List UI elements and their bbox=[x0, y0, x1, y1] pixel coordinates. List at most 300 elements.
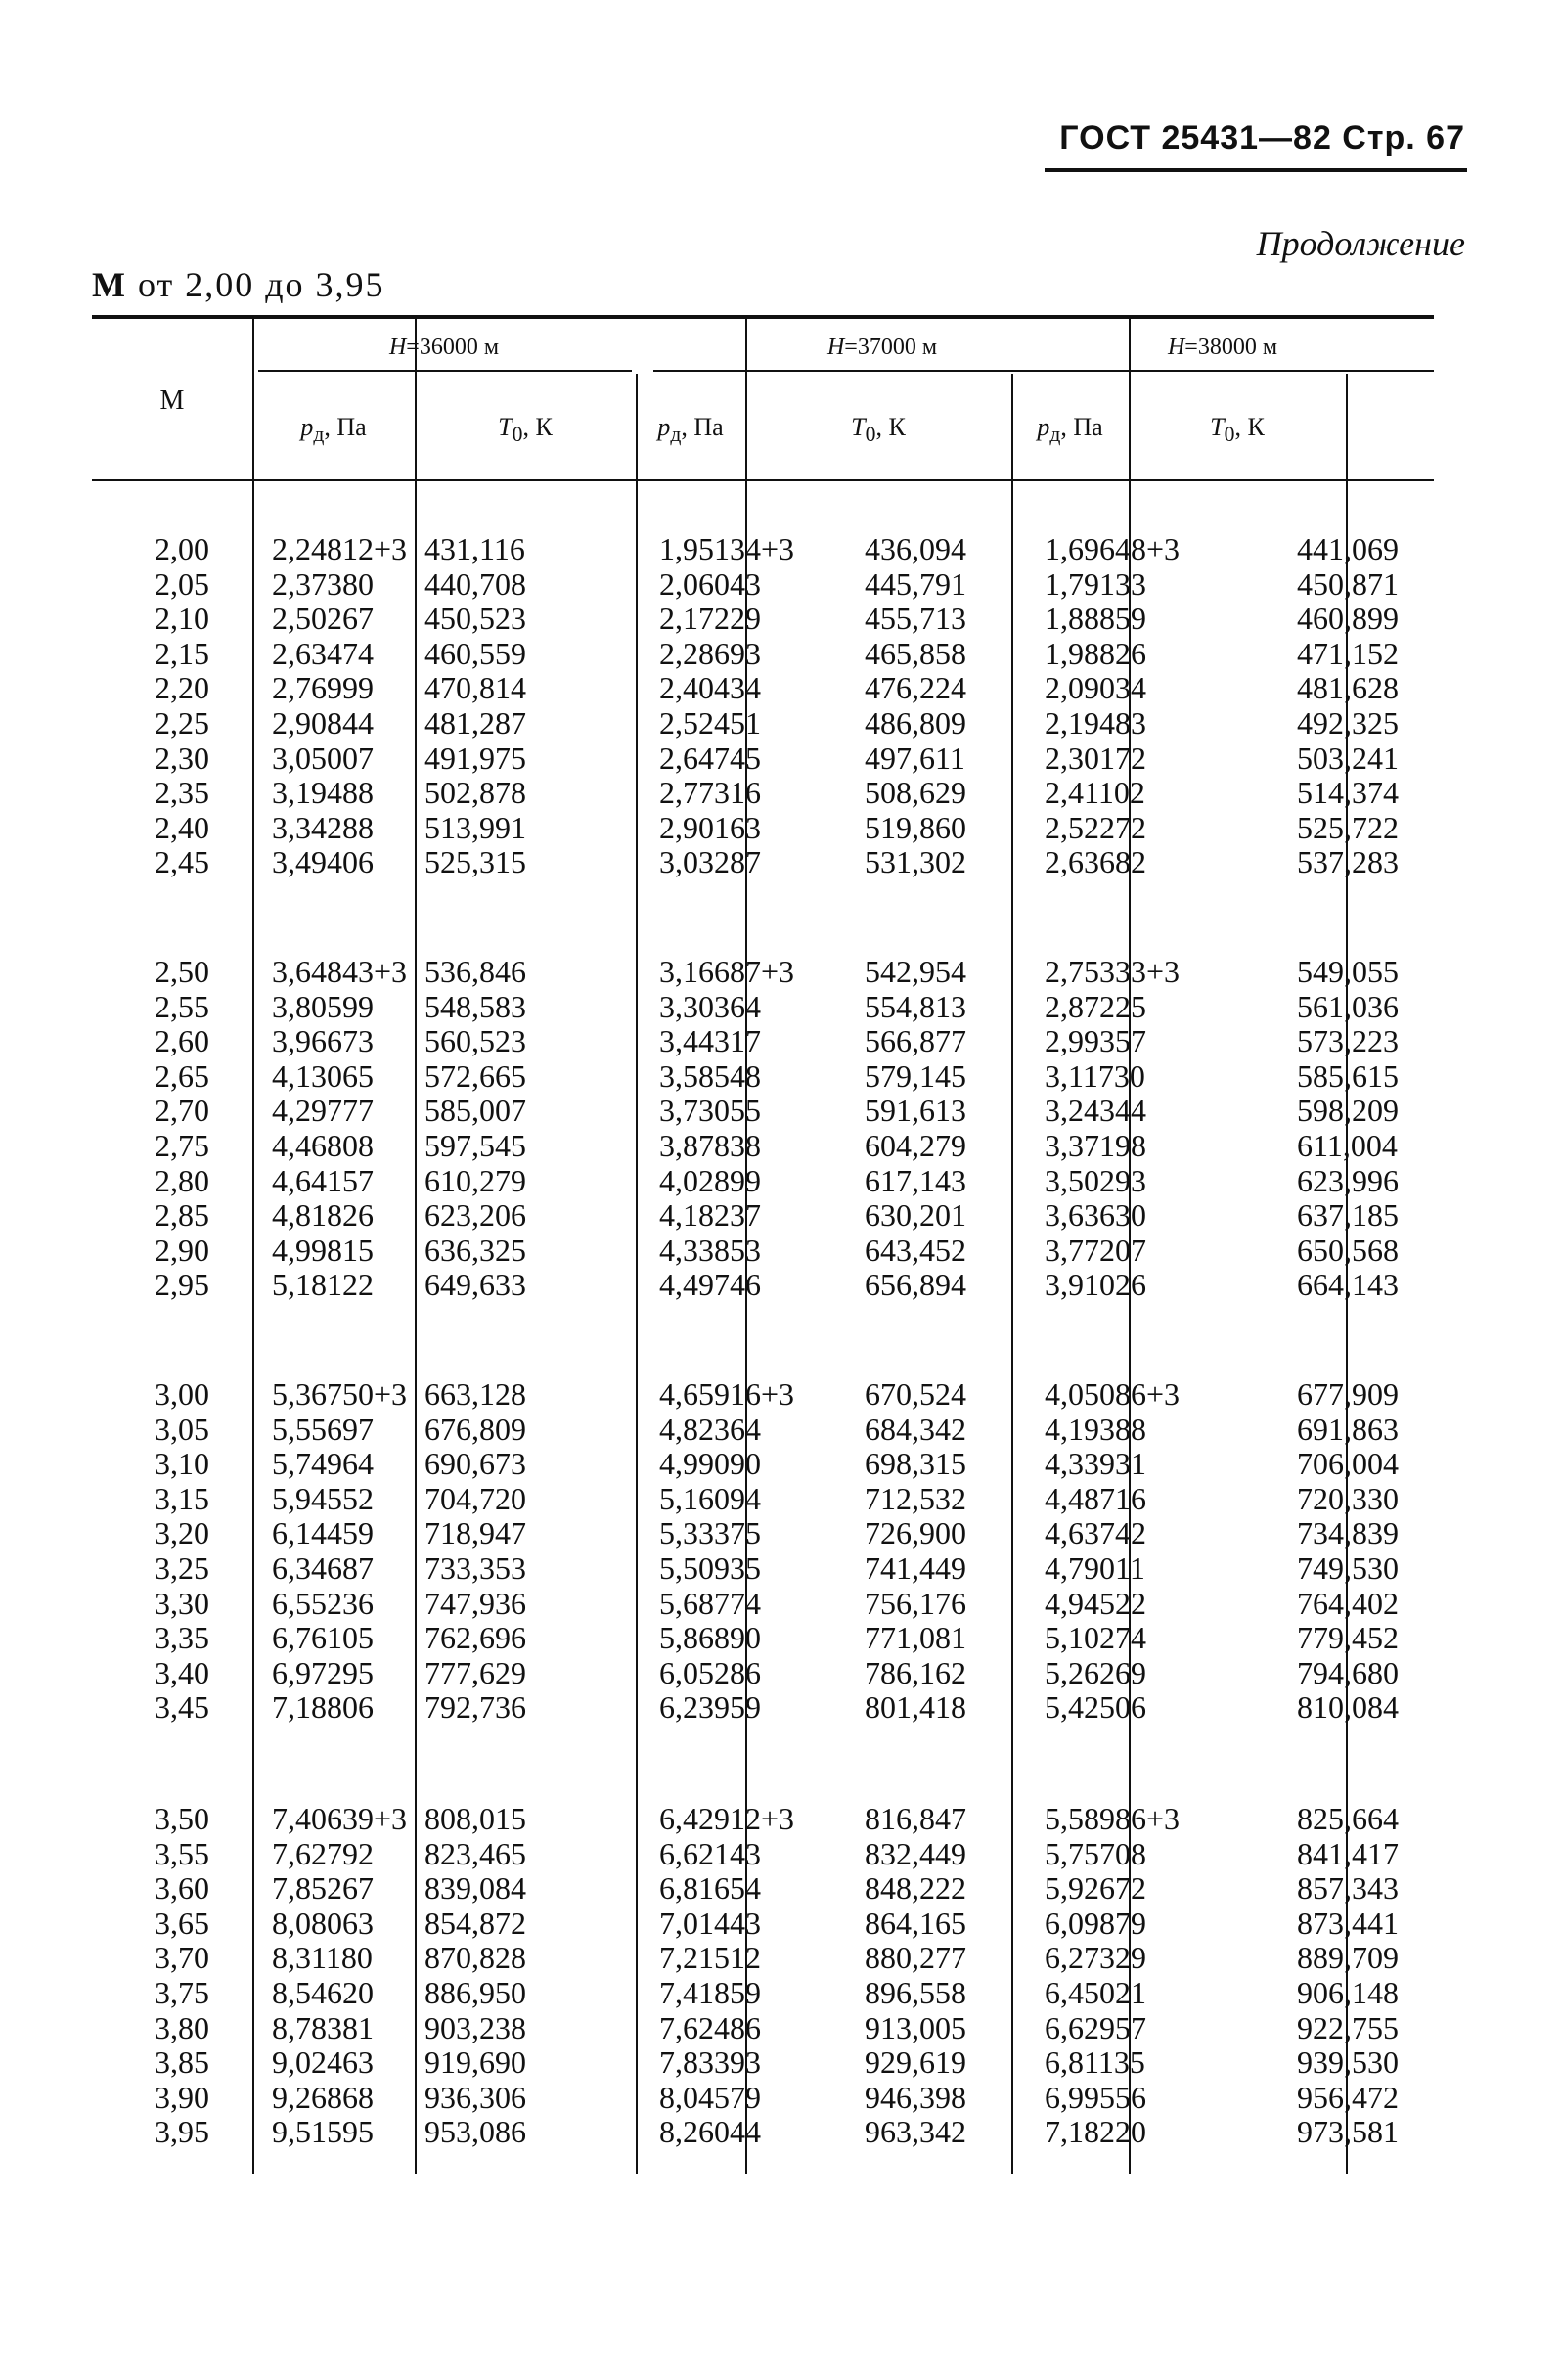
cell-pressure-36000: 5,55697 bbox=[272, 1411, 374, 1447]
t-subscript: 0 bbox=[1224, 423, 1235, 447]
cell-mach: 3,50 bbox=[155, 1801, 209, 1836]
p-unit: , Па bbox=[681, 413, 724, 441]
t-unit: , К bbox=[875, 413, 906, 441]
cell-pressure-38000: 3,77207 bbox=[1045, 1232, 1146, 1268]
cell-temperature-38000: 873,441 bbox=[1297, 1905, 1399, 1941]
table-column bbox=[272, 1377, 415, 1726]
table-column bbox=[1045, 1802, 1211, 2150]
cell-mach: 3,95 bbox=[155, 2114, 209, 2150]
cell-temperature-38000: 650,568 bbox=[1297, 1232, 1399, 1268]
table-column bbox=[865, 955, 1002, 1303]
cell-temperature-37000: 445,791 bbox=[865, 565, 966, 602]
column-header-t2 bbox=[745, 413, 1011, 447]
cell-pressure-38000: 2,87225 bbox=[1045, 988, 1146, 1024]
cell-temperature-37000: 726,900 bbox=[865, 1515, 966, 1551]
cell-pressure-36000: 3,80599 bbox=[272, 988, 374, 1024]
cell-pressure-37000: 1,95134+3 bbox=[659, 531, 795, 566]
cell-pressure-38000: 6,81135 bbox=[1045, 2044, 1145, 2081]
cell-temperature-36000: 676,809 bbox=[424, 1411, 526, 1447]
cell-mach: 2,75 bbox=[155, 1127, 209, 1163]
continuation-label: Продолжение bbox=[1256, 224, 1465, 263]
cell-pressure-37000: 3,03287 bbox=[659, 844, 761, 880]
p-unit: , Па bbox=[324, 413, 367, 441]
cell-temperature-37000: 756,176 bbox=[865, 1585, 966, 1621]
cell-temperature-38000: 611,004 bbox=[1297, 1127, 1398, 1163]
cell-temperature-36000: 919,690 bbox=[424, 2044, 526, 2081]
cell-pressure-36000: 3,96673 bbox=[272, 1023, 374, 1059]
table-column bbox=[865, 1377, 1002, 1726]
table-column bbox=[659, 1377, 806, 1726]
cell-temperature-38000: 691,863 bbox=[1297, 1411, 1399, 1447]
cell-temperature-38000: 537,283 bbox=[1297, 844, 1399, 880]
cell-mach: 2,65 bbox=[155, 1057, 209, 1094]
cell-temperature-37000: 771,081 bbox=[865, 1620, 966, 1656]
cell-temperature-38000: 637,185 bbox=[1297, 1197, 1399, 1234]
cell-mach: 2,80 bbox=[155, 1162, 209, 1198]
cell-temperature-36000: 747,936 bbox=[424, 1585, 526, 1621]
cell-pressure-36000: 6,55236 bbox=[272, 1585, 374, 1621]
table-block bbox=[92, 1802, 1434, 2150]
cell-pressure-36000: 4,99815 bbox=[272, 1232, 374, 1268]
cell-pressure-38000: 5,58986+3 bbox=[1045, 1801, 1181, 1836]
cell-mach: 2,05 bbox=[155, 565, 209, 602]
p-unit: , Па bbox=[1060, 413, 1103, 441]
cell-pressure-38000: 4,79011 bbox=[1045, 1549, 1145, 1586]
cell-pressure-38000: 3,11730 bbox=[1045, 1057, 1145, 1094]
cell-temperature-36000: 733,353 bbox=[424, 1549, 526, 1586]
h-symbol: H bbox=[1167, 335, 1185, 360]
cell-pressure-37000: 3,58548 bbox=[659, 1057, 761, 1094]
cell-pressure-37000: 2,28693 bbox=[659, 635, 761, 671]
cell-pressure-38000: 1,88859 bbox=[1045, 601, 1146, 637]
cell-mach: 3,65 bbox=[155, 1905, 209, 1941]
cell-mach: 2,25 bbox=[155, 704, 209, 741]
cell-pressure-36000: 8,78381 bbox=[272, 2009, 374, 2045]
cell-pressure-36000: 4,29777 bbox=[272, 1093, 374, 1129]
column-header-t1 bbox=[415, 413, 636, 447]
group-underline bbox=[1039, 370, 1434, 372]
cell-pressure-38000: 4,05086+3 bbox=[1045, 1376, 1181, 1412]
cell-pressure-36000: 6,97295 bbox=[272, 1654, 374, 1690]
cell-temperature-38000: 973,581 bbox=[1297, 2114, 1399, 2150]
cell-pressure-38000: 2,75333+3 bbox=[1045, 954, 1181, 989]
cell-pressure-36000: 5,94552 bbox=[272, 1480, 374, 1516]
cell-pressure-38000: 5,26269 bbox=[1045, 1654, 1146, 1690]
cell-pressure-36000: 2,50267 bbox=[272, 601, 374, 637]
cell-mach: 2,15 bbox=[155, 635, 209, 671]
cell-temperature-36000: 513,991 bbox=[424, 809, 526, 845]
column-header-p2 bbox=[636, 413, 745, 447]
cell-temperature-38000: 450,871 bbox=[1297, 565, 1399, 602]
cell-temperature-36000: 536,846 bbox=[424, 954, 526, 989]
cell-temperature-36000: 870,828 bbox=[424, 1940, 526, 1976]
cell-mach: 3,40 bbox=[155, 1654, 209, 1690]
column-group-h3 bbox=[1011, 335, 1434, 361]
cell-pressure-37000: 4,18237 bbox=[659, 1197, 761, 1234]
cell-mach: 3,30 bbox=[155, 1585, 209, 1621]
table-column bbox=[659, 1802, 806, 2150]
group-underline bbox=[258, 370, 632, 372]
t-symbol: T bbox=[498, 413, 513, 441]
cell-mach: 3,85 bbox=[155, 2044, 209, 2081]
cell-temperature-36000: 525,315 bbox=[424, 844, 526, 880]
range-caption bbox=[92, 264, 385, 305]
cell-mach: 2,00 bbox=[155, 531, 209, 566]
cell-pressure-37000: 3,16687+3 bbox=[659, 954, 795, 989]
t-symbol: T bbox=[1210, 413, 1225, 441]
table-block bbox=[92, 955, 1434, 1303]
cell-temperature-38000: 939,530 bbox=[1297, 2044, 1399, 2081]
cell-temperature-38000: 889,709 bbox=[1297, 1940, 1399, 1976]
cell-pressure-37000: 5,50935 bbox=[659, 1549, 761, 1586]
cell-pressure-38000: 2,41102 bbox=[1045, 775, 1145, 811]
page-header: ГОСТ 25431—82 Стр. 67 bbox=[1059, 119, 1465, 157]
cell-pressure-38000: 6,09879 bbox=[1045, 1905, 1146, 1941]
cell-pressure-37000: 7,01443 bbox=[659, 1905, 761, 1941]
cell-temperature-36000: 572,665 bbox=[424, 1057, 526, 1094]
cell-pressure-37000: 6,62143 bbox=[659, 1835, 761, 1871]
cell-temperature-37000: 486,809 bbox=[865, 704, 966, 741]
cell-temperature-36000: 839,084 bbox=[424, 1870, 526, 1907]
cell-pressure-37000: 4,02899 bbox=[659, 1162, 761, 1198]
table-column bbox=[1045, 1377, 1211, 1726]
cell-pressure-36000: 3,64843+3 bbox=[272, 954, 408, 989]
cell-pressure-38000: 5,10274 bbox=[1045, 1620, 1146, 1656]
cell-pressure-36000: 7,40639+3 bbox=[272, 1801, 408, 1836]
cell-pressure-37000: 3,44317 bbox=[659, 1023, 761, 1059]
cell-temperature-37000: 698,315 bbox=[865, 1446, 966, 1482]
cell-temperature-38000: 664,143 bbox=[1297, 1267, 1399, 1303]
cell-pressure-38000: 2,19483 bbox=[1045, 704, 1146, 741]
cell-pressure-37000: 2,77316 bbox=[659, 775, 761, 811]
table-column bbox=[659, 955, 806, 1303]
cell-mach: 3,15 bbox=[155, 1480, 209, 1516]
cell-pressure-36000: 4,81826 bbox=[272, 1197, 374, 1234]
cell-pressure-36000: 7,85267 bbox=[272, 1870, 374, 1907]
cell-pressure-37000: 3,73055 bbox=[659, 1093, 761, 1129]
t-subscript: 0 bbox=[865, 423, 876, 447]
cell-pressure-36000: 2,90844 bbox=[272, 704, 374, 741]
cell-temperature-38000: 810,084 bbox=[1297, 1689, 1399, 1726]
cell-pressure-38000: 4,63742 bbox=[1045, 1515, 1146, 1551]
table-column bbox=[92, 1802, 209, 2150]
cell-pressure-38000: 1,98826 bbox=[1045, 635, 1146, 671]
cell-temperature-36000: 704,720 bbox=[424, 1480, 526, 1516]
cell-temperature-37000: 880,277 bbox=[865, 1940, 966, 1976]
cell-pressure-36000: 2,63474 bbox=[272, 635, 374, 671]
cell-mach: 3,70 bbox=[155, 1940, 209, 1976]
cell-mach: 3,80 bbox=[155, 2009, 209, 2045]
cell-temperature-36000: 470,814 bbox=[424, 670, 526, 706]
table-column bbox=[1045, 532, 1211, 880]
cell-pressure-38000: 3,37198 bbox=[1045, 1127, 1146, 1163]
cell-pressure-36000: 2,24812+3 bbox=[272, 531, 408, 566]
cell-temperature-38000: 441,069 bbox=[1297, 531, 1399, 566]
cell-pressure-36000: 8,54620 bbox=[272, 1974, 374, 2010]
table-column bbox=[272, 955, 415, 1303]
cell-pressure-38000: 2,30172 bbox=[1045, 740, 1146, 776]
cell-temperature-37000: 946,398 bbox=[865, 2079, 966, 2115]
cell-mach: 3,05 bbox=[155, 1411, 209, 1447]
cell-pressure-37000: 4,99090 bbox=[659, 1446, 761, 1482]
cell-temperature-38000: 598,209 bbox=[1297, 1093, 1399, 1129]
t-symbol: T bbox=[851, 413, 866, 441]
table-column bbox=[92, 532, 209, 880]
cell-mach: 2,70 bbox=[155, 1093, 209, 1129]
cell-temperature-38000: 841,417 bbox=[1297, 1835, 1399, 1871]
cell-pressure-38000: 2,63682 bbox=[1045, 844, 1146, 880]
cell-temperature-36000: 585,007 bbox=[424, 1093, 526, 1129]
cell-pressure-37000: 5,68774 bbox=[659, 1585, 761, 1621]
cell-temperature-37000: 741,449 bbox=[865, 1549, 966, 1586]
cell-temperature-36000: 636,325 bbox=[424, 1232, 526, 1268]
cell-temperature-37000: 832,449 bbox=[865, 1835, 966, 1871]
cell-temperature-36000: 548,583 bbox=[424, 988, 526, 1024]
cell-temperature-37000: 864,165 bbox=[865, 1905, 966, 1941]
cell-temperature-36000: 440,708 bbox=[424, 565, 526, 602]
cell-pressure-37000: 2,17229 bbox=[659, 601, 761, 637]
cell-temperature-36000: 491,975 bbox=[424, 740, 526, 776]
cell-temperature-37000: 591,613 bbox=[865, 1093, 966, 1129]
cell-pressure-38000: 6,99556 bbox=[1045, 2079, 1146, 2115]
cell-temperature-36000: 663,128 bbox=[424, 1376, 526, 1412]
cell-mach: 3,00 bbox=[155, 1376, 209, 1412]
cell-pressure-36000: 3,34288 bbox=[272, 809, 374, 845]
cell-temperature-36000: 560,523 bbox=[424, 1023, 526, 1059]
cell-pressure-36000: 9,02463 bbox=[272, 2044, 374, 2081]
cell-pressure-36000: 8,08063 bbox=[272, 1905, 374, 1941]
cell-temperature-37000: 476,224 bbox=[865, 670, 966, 706]
cell-mach: 3,90 bbox=[155, 2079, 209, 2115]
cell-pressure-36000: 4,13065 bbox=[272, 1057, 374, 1094]
cell-temperature-37000: 630,201 bbox=[865, 1197, 966, 1234]
cell-pressure-38000: 6,62957 bbox=[1045, 2009, 1146, 2045]
h-symbol: H bbox=[388, 335, 407, 360]
range-text: от 2,00 до 3,95 bbox=[126, 265, 385, 304]
cell-temperature-36000: 792,736 bbox=[424, 1689, 526, 1726]
cell-temperature-36000: 886,950 bbox=[424, 1974, 526, 2010]
cell-pressure-38000: 5,75708 bbox=[1045, 1835, 1146, 1871]
cell-temperature-38000: 749,530 bbox=[1297, 1549, 1399, 1586]
cell-temperature-37000: 963,342 bbox=[865, 2114, 966, 2150]
table-column bbox=[1045, 955, 1211, 1303]
cell-temperature-38000: 825,664 bbox=[1297, 1801, 1399, 1836]
cell-pressure-36000: 2,37380 bbox=[272, 565, 374, 602]
cell-pressure-37000: 7,83393 bbox=[659, 2044, 761, 2081]
cell-temperature-38000: 549,055 bbox=[1297, 954, 1399, 989]
range-m-symbol: М bbox=[92, 265, 127, 304]
cell-temperature-37000: 554,813 bbox=[865, 988, 966, 1024]
cell-pressure-37000: 6,05286 bbox=[659, 1654, 761, 1690]
cell-pressure-38000: 2,52272 bbox=[1045, 809, 1146, 845]
cell-temperature-36000: 718,947 bbox=[424, 1515, 526, 1551]
cell-temperature-37000: 579,145 bbox=[865, 1057, 966, 1094]
cell-temperature-37000: 913,005 bbox=[865, 2009, 966, 2045]
p-symbol: p bbox=[1037, 413, 1050, 441]
t-subscript: 0 bbox=[512, 423, 523, 447]
atmosphere-table bbox=[92, 315, 1434, 2174]
cell-temperature-37000: 684,342 bbox=[865, 1411, 966, 1447]
cell-temperature-38000: 764,402 bbox=[1297, 1585, 1399, 1621]
cell-temperature-36000: 762,696 bbox=[424, 1620, 526, 1656]
header-rule bbox=[1045, 168, 1467, 172]
cell-temperature-36000: 808,015 bbox=[424, 1801, 526, 1836]
cell-temperature-38000: 492,325 bbox=[1297, 704, 1399, 741]
cell-temperature-36000: 777,629 bbox=[424, 1654, 526, 1690]
cell-temperature-37000: 712,532 bbox=[865, 1480, 966, 1516]
cell-temperature-37000: 508,629 bbox=[865, 775, 966, 811]
cell-pressure-37000: 6,42912+3 bbox=[659, 1801, 795, 1836]
cell-pressure-36000: 3,49406 bbox=[272, 844, 374, 880]
p-subscript: д bbox=[313, 423, 325, 447]
cell-pressure-37000: 2,52451 bbox=[659, 704, 761, 741]
table-column bbox=[1297, 1377, 1434, 1726]
cell-mach: 2,10 bbox=[155, 601, 209, 637]
cell-pressure-36000: 6,34687 bbox=[272, 1549, 374, 1586]
cell-pressure-37000: 6,81654 bbox=[659, 1870, 761, 1907]
table-column bbox=[424, 1377, 616, 1726]
cell-temperature-36000: 936,306 bbox=[424, 2079, 526, 2115]
t-unit: , К bbox=[1234, 413, 1265, 441]
cell-mach: 3,25 bbox=[155, 1549, 209, 1586]
cell-temperature-37000: 643,452 bbox=[865, 1232, 966, 1268]
cell-pressure-36000: 4,46808 bbox=[272, 1127, 374, 1163]
cell-temperature-37000: 542,954 bbox=[865, 954, 966, 989]
cell-temperature-36000: 953,086 bbox=[424, 2114, 526, 2150]
table-column bbox=[865, 532, 1002, 880]
cell-mach: 3,10 bbox=[155, 1446, 209, 1482]
cell-temperature-37000: 465,858 bbox=[865, 635, 966, 671]
cell-temperature-38000: 956,472 bbox=[1297, 2079, 1399, 2115]
cell-pressure-37000: 8,04579 bbox=[659, 2079, 761, 2115]
cell-pressure-37000: 4,65916+3 bbox=[659, 1376, 795, 1412]
cell-pressure-38000: 5,42506 bbox=[1045, 1689, 1146, 1726]
cell-pressure-36000: 8,31180 bbox=[272, 1940, 373, 1976]
cell-temperature-38000: 677,909 bbox=[1297, 1376, 1399, 1412]
cell-pressure-37000: 4,82364 bbox=[659, 1411, 761, 1447]
cell-temperature-38000: 503,241 bbox=[1297, 740, 1399, 776]
cell-mach: 2,85 bbox=[155, 1197, 209, 1234]
table-block bbox=[92, 1377, 1434, 1726]
cell-pressure-36000: 3,19488 bbox=[272, 775, 374, 811]
cell-temperature-37000: 801,418 bbox=[865, 1689, 966, 1726]
cell-pressure-38000: 5,92672 bbox=[1045, 1870, 1146, 1907]
cell-temperature-37000: 519,860 bbox=[865, 809, 966, 845]
cell-mach: 2,55 bbox=[155, 988, 209, 1024]
cell-pressure-38000: 4,48716 bbox=[1045, 1480, 1146, 1516]
h-value: =37000 м bbox=[844, 335, 938, 360]
cell-temperature-36000: 481,287 bbox=[424, 704, 526, 741]
cell-mach: 3,55 bbox=[155, 1835, 209, 1871]
cell-mach: 2,35 bbox=[155, 775, 209, 811]
cell-pressure-36000: 5,36750+3 bbox=[272, 1376, 408, 1412]
cell-temperature-37000: 656,894 bbox=[865, 1267, 966, 1303]
cell-pressure-36000: 4,64157 bbox=[272, 1162, 374, 1198]
cell-temperature-37000: 670,524 bbox=[865, 1376, 966, 1412]
cell-pressure-38000: 3,24344 bbox=[1045, 1093, 1146, 1129]
cell-pressure-37000: 8,26044 bbox=[659, 2114, 761, 2150]
cell-pressure-37000: 5,16094 bbox=[659, 1480, 761, 1516]
cell-temperature-37000: 896,558 bbox=[865, 1974, 966, 2010]
table-column bbox=[1297, 532, 1434, 880]
cell-mach: 2,90 bbox=[155, 1232, 209, 1268]
table-column bbox=[424, 532, 616, 880]
cell-pressure-36000: 6,14459 bbox=[272, 1515, 374, 1551]
table-column bbox=[92, 955, 209, 1303]
cell-temperature-36000: 610,279 bbox=[424, 1162, 526, 1198]
h-value: =38000 м bbox=[1184, 335, 1278, 360]
cell-temperature-36000: 690,673 bbox=[424, 1446, 526, 1482]
cell-temperature-37000: 786,162 bbox=[865, 1654, 966, 1690]
cell-pressure-38000: 3,50293 bbox=[1045, 1162, 1146, 1198]
cell-pressure-37000: 2,64745 bbox=[659, 740, 761, 776]
cell-temperature-36000: 431,116 bbox=[424, 531, 525, 566]
cell-temperature-36000: 450,523 bbox=[424, 601, 526, 637]
cell-temperature-37000: 436,094 bbox=[865, 531, 966, 566]
cell-temperature-38000: 794,680 bbox=[1297, 1654, 1399, 1690]
cell-pressure-36000: 5,74964 bbox=[272, 1446, 374, 1482]
p-symbol: p bbox=[300, 413, 314, 441]
header-bottom-rule bbox=[92, 479, 1434, 481]
cell-temperature-36000: 502,878 bbox=[424, 775, 526, 811]
cell-temperature-38000: 471,152 bbox=[1297, 635, 1399, 671]
cell-pressure-37000: 6,23959 bbox=[659, 1689, 761, 1726]
cell-pressure-37000: 5,33375 bbox=[659, 1515, 761, 1551]
cell-pressure-37000: 7,41859 bbox=[659, 1974, 761, 2010]
cell-temperature-38000: 706,004 bbox=[1297, 1446, 1399, 1482]
cell-pressure-38000: 4,19388 bbox=[1045, 1411, 1146, 1447]
column-header-p3 bbox=[1011, 413, 1129, 447]
cell-mach: 2,95 bbox=[155, 1267, 209, 1303]
cell-pressure-36000: 2,76999 bbox=[272, 670, 374, 706]
cell-temperature-36000: 460,559 bbox=[424, 635, 526, 671]
table-top-rule bbox=[92, 315, 1434, 319]
cell-pressure-37000: 3,30364 bbox=[659, 988, 761, 1024]
group-underline bbox=[653, 370, 1103, 372]
cell-temperature-37000: 816,847 bbox=[865, 1801, 966, 1836]
cell-temperature-38000: 585,615 bbox=[1297, 1057, 1399, 1094]
cell-temperature-38000: 460,899 bbox=[1297, 601, 1399, 637]
cell-temperature-38000: 857,343 bbox=[1297, 1870, 1399, 1907]
cell-temperature-37000: 848,222 bbox=[865, 1870, 966, 1907]
cell-temperature-36000: 649,633 bbox=[424, 1267, 526, 1303]
cell-mach: 3,45 bbox=[155, 1689, 209, 1726]
cell-mach: 2,50 bbox=[155, 954, 209, 989]
table-column bbox=[424, 955, 616, 1303]
p-subscript: д bbox=[670, 423, 682, 447]
cell-pressure-38000: 6,45021 bbox=[1045, 1974, 1146, 2010]
cell-temperature-38000: 779,452 bbox=[1297, 1620, 1399, 1656]
cell-pressure-36000: 5,18122 bbox=[272, 1267, 374, 1303]
cell-pressure-36000: 9,26868 bbox=[272, 2079, 374, 2115]
cell-pressure-38000: 1,69648+3 bbox=[1045, 531, 1181, 566]
cell-pressure-37000: 3,87838 bbox=[659, 1127, 761, 1163]
t-unit: , К bbox=[522, 413, 553, 441]
cell-temperature-36000: 903,238 bbox=[424, 2009, 526, 2045]
cell-temperature-38000: 623,996 bbox=[1297, 1162, 1399, 1198]
cell-temperature-37000: 929,619 bbox=[865, 2044, 966, 2081]
p-symbol: p bbox=[657, 413, 671, 441]
cell-temperature-36000: 854,872 bbox=[424, 1905, 526, 1941]
cell-temperature-37000: 531,302 bbox=[865, 844, 966, 880]
cell-temperature-38000: 906,148 bbox=[1297, 1974, 1399, 2010]
cell-temperature-36000: 823,465 bbox=[424, 1835, 526, 1871]
column-header-m: М bbox=[159, 385, 185, 416]
cell-pressure-36000: 3,05007 bbox=[272, 740, 374, 776]
cell-temperature-38000: 561,036 bbox=[1297, 988, 1399, 1024]
cell-pressure-36000: 6,76105 bbox=[272, 1620, 374, 1656]
cell-temperature-38000: 720,330 bbox=[1297, 1480, 1399, 1516]
